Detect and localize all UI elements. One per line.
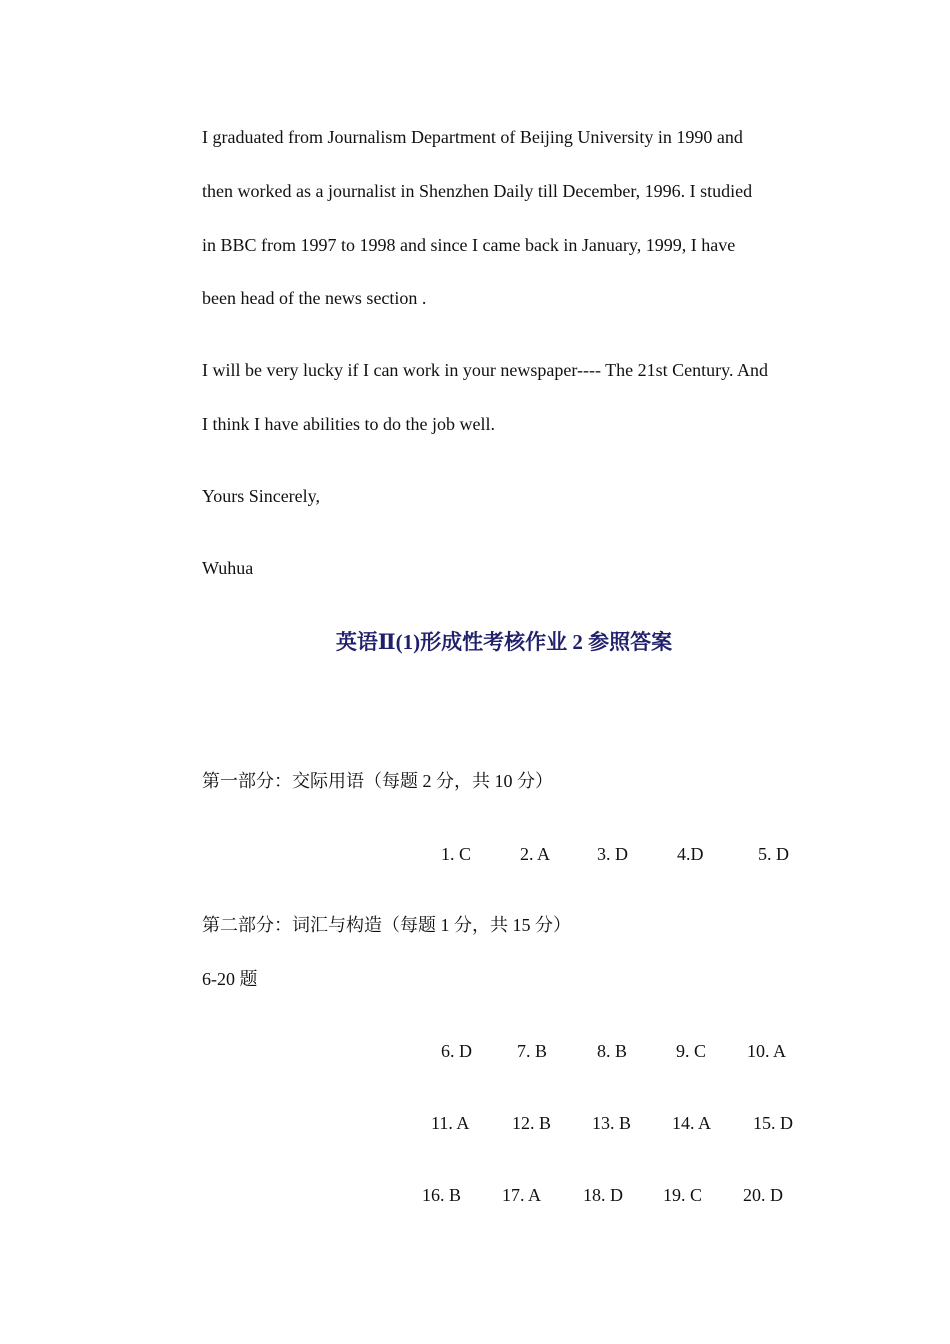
- part2-subheading: 6-20 题: [202, 969, 258, 989]
- answer-item: 17. A: [502, 1185, 542, 1205]
- answer-item: 4.D: [677, 844, 704, 864]
- answer-item: 7. B: [517, 1041, 548, 1061]
- answer-item: 11. A: [431, 1113, 470, 1133]
- answer-item: 6. D: [441, 1041, 472, 1061]
- answer-item: 12. B: [512, 1113, 552, 1133]
- answer-item: 20. D: [743, 1185, 783, 1205]
- answer-item: 9. C: [676, 1041, 707, 1061]
- part2-heading: 第二部分：词汇与构造（每题 1 分，共 15 分）: [202, 915, 571, 935]
- letter-line-6: I think I have abilities to do the job well.: [202, 414, 495, 434]
- answer-item: 15. D: [753, 1113, 793, 1133]
- answer-item: 5. D: [758, 844, 789, 864]
- answer-key-title: 英语Ⅱ(1)形成性考核作业 2 参照答案: [335, 630, 673, 654]
- answer-item: 18. D: [583, 1185, 623, 1205]
- letter-line-3: in BBC from 1997 to 1998 and since I came back in January, 1999, I have: [202, 235, 736, 255]
- part1-heading: 第一部分：交际用语（每题 2 分，共 10 分）: [202, 771, 553, 791]
- answer-item: 2. A: [520, 844, 551, 864]
- answer-item: 19. C: [663, 1185, 703, 1205]
- answer-item: 8. B: [597, 1041, 628, 1061]
- letter-line-5: I will be very lucky if I can work in your newspaper---- The 21st Century. And: [202, 360, 768, 380]
- answer-item: 14. A: [672, 1113, 712, 1133]
- answer-item: 13. B: [592, 1113, 632, 1133]
- letter-signature: Wuhua: [202, 558, 254, 578]
- letter-line-2: then worked as a journalist in Shenzhen Daily till December, 1996. I studied: [202, 181, 753, 201]
- answer-item: 16. B: [422, 1185, 462, 1205]
- answer-item: 10. A: [747, 1041, 787, 1061]
- letter-line-4: been head of the news section .: [202, 288, 427, 308]
- answer-item: 1. C: [441, 844, 472, 864]
- answer-item: 3. D: [597, 844, 628, 864]
- letter-closing: Yours Sincerely,: [202, 486, 321, 506]
- letter-line-1: I graduated from Journalism Department of Beijing University in 1990 and: [202, 127, 743, 147]
